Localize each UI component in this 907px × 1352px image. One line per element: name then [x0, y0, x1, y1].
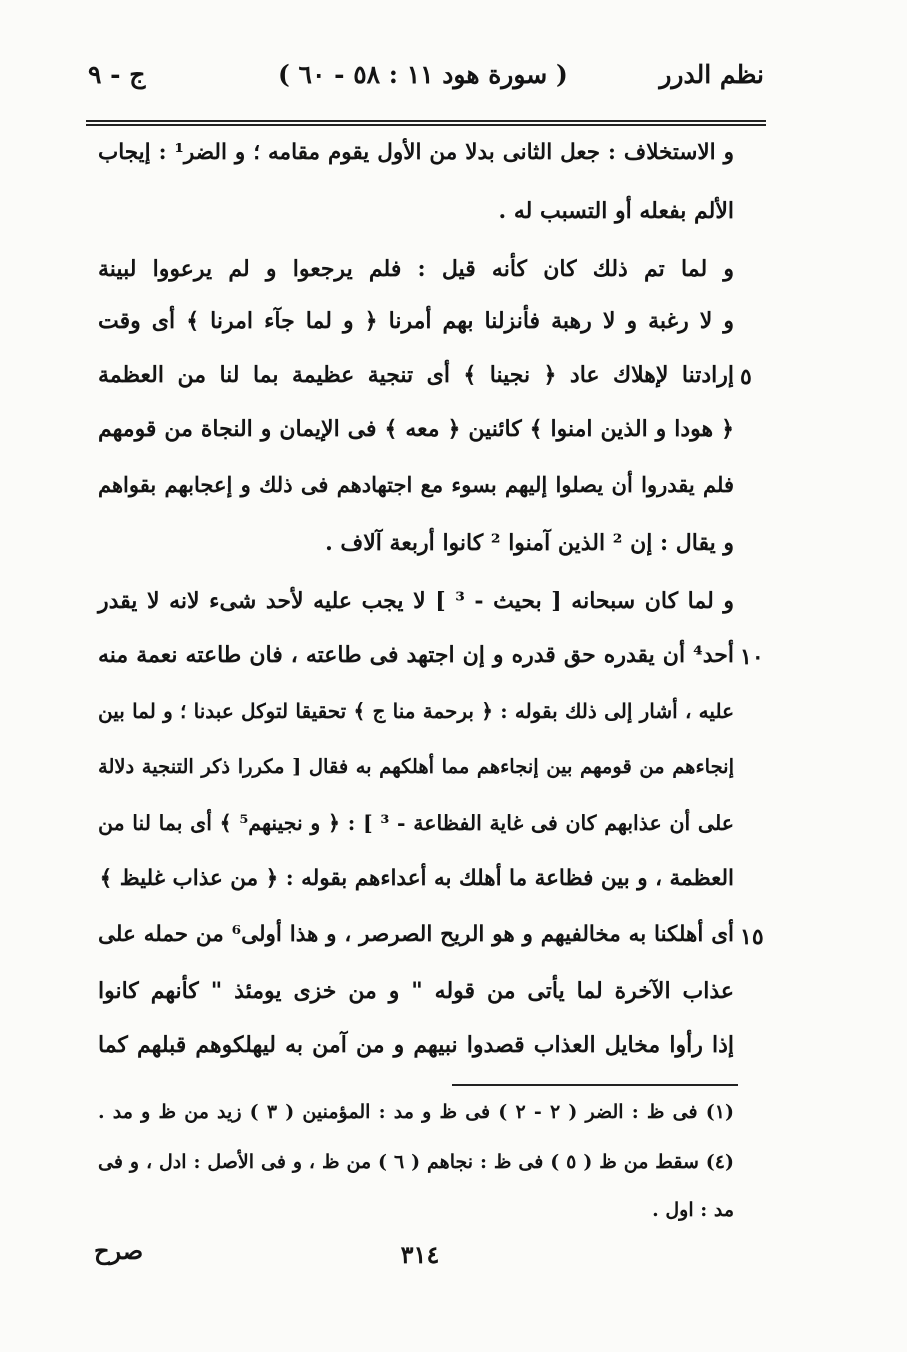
page-number: ٣١٤ [400, 1240, 440, 1269]
body-line: عذاب الآخرة لما يأتى من قوله " و من خزى يومئذ " كأنهم كانوا [98, 978, 734, 1004]
body-line: الألم بفعله أو التسبب له . [498, 198, 734, 224]
body-line: أى أهلكنا به مخالفيهم و هو الريح الصرصر ، و هذا أولى⁶ من حمله على [98, 922, 734, 947]
body-line: ﴿ هودا و الذين امنوا ﴾ كائنين ﴿ معه ﴾ فى الإيمان و النجاة من قومهم [98, 416, 734, 442]
header-rule [86, 120, 766, 122]
body-line: و لما كان سبحانه [ بحيث - ³ ] لا يجب عليه لأحد شىء لانه لا يقدر [98, 588, 734, 614]
body-line: العظمة ، و بين فظاعة ما أهلك به أعداءهم بقوله : ﴿ من عذاب غليظ ﴾ [99, 866, 734, 891]
body-line: إرادتنا لإهلاك عاد ﴿ نجينا ﴾ أى تنجية عظيمة بما لنا من العظمة [98, 362, 734, 388]
line-number: ٥ [740, 364, 752, 390]
footnote-line: (٤) سقط من ظ ( ٥ ) فى ظ : نجاهم ( ٦ ) من ظ ، و فى الأصل : ادل ، و فى [98, 1151, 734, 1173]
running-header [88, 60, 764, 104]
body-line: و الاستخلاف : جعل الثانى بدلا من الأول يقوم مقامه ؛ و الضر¹ : إيجاب [98, 140, 734, 165]
header-rule-secondary [86, 124, 766, 126]
footnote-line: مد : اول . [652, 1199, 734, 1221]
body-line: إذا رأوا مخايل العذاب قصدوا نبيهم و من آمن به ليهلكوهم قبلهم كما [98, 1032, 734, 1058]
body-line: و لما تم ذلك كان كأنه قيل : فلم يرجعوا و لم يرعووا لبينة [98, 256, 734, 282]
body-line: إنجاءهم من قومهم بين إنجاءهم مما أهلكهم به فقال [ مكررا ذكر التنجية دلالة [98, 755, 734, 778]
body-line: فلم يقدروا أن يصلوا إليهم بسوء مع اجتهادهم فى ذلك و إعجابهم بقواهم [98, 472, 734, 497]
footnote-rule [452, 1084, 738, 1086]
body-line: و يقال : إن ² الذين آمنوا ² كانوا أربعة آلاف . [325, 530, 734, 556]
body-line: أحد⁴ أن يقدره حق قدره و إن اجتهد فى طاعته ، فان طاعته نعمة منه [98, 642, 734, 668]
book-title: نظم الدرر [659, 60, 764, 89]
surah-reference: ( سورة هود ١١ : ٥٨ - ٦٠ ) [278, 60, 568, 89]
body-line: عليه ، أشار إلى ذلك بقوله : ﴿ برحمة منا ج ﴾ تحقيقا لتوكل عبدنا ؛ و لما بين [98, 699, 734, 723]
line-number: ١٥ [740, 924, 764, 950]
footnote-line: (١) فى ظ : الضر ( ٢ - ٢ ) فى ظ و مد : المؤمنين ( ٣ ) زيد من ظ و مد . [98, 1101, 734, 1123]
juz-number: ج - ٩ [88, 60, 146, 89]
signature-mark: صرح [94, 1236, 144, 1265]
line-number: ١٠ [740, 644, 764, 670]
body-line: و لا رغبة و لا رهبة فأنزلنا بهم أمرنا ﴿ و لما جآء امرنا ﴾ أى وقت [98, 308, 734, 334]
body-line: على أن عذابهم كان فى غاية الفظاعة - ³ ] : ﴿ و نجينهم⁵ ﴾ أى بما لنا من [98, 811, 734, 835]
